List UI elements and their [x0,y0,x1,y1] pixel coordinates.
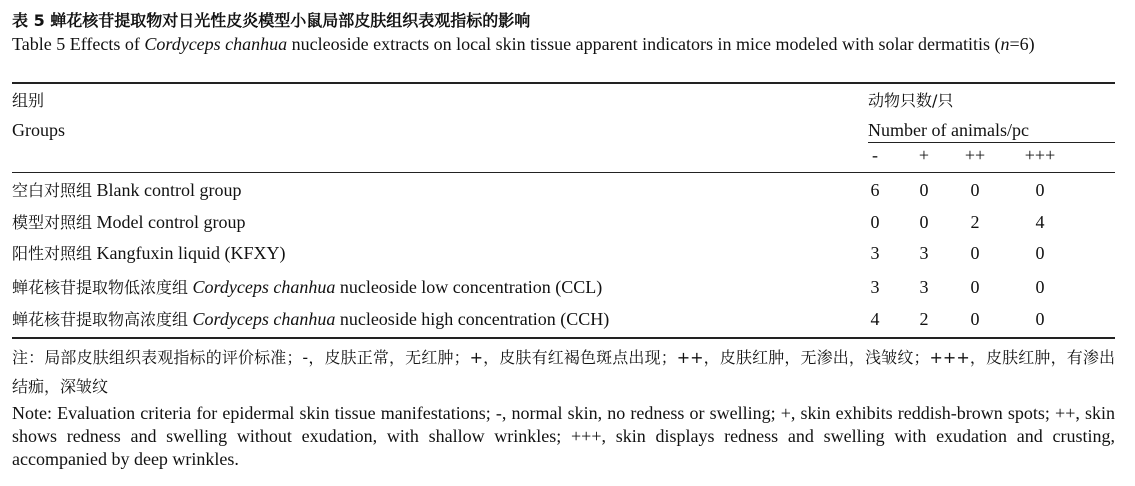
table-row-label [12,308,609,331]
table-cell: 0 [919,212,929,232]
grade-header: +++ [1024,145,1056,165]
table-caption-cn [12,8,530,31]
table-note-en: Note: Evaluation criteria for epidermal skin tissue manifestations; -, normal skin, no redness or swelling; +, skin exhibits reddish-brown spots; ++, skin shows redness and swelling without exudation, with shallow wrinkles; +++, skin displays redness and swelling with exudation and crusting, accompanied by deep wrinkles. [12,403,1115,469]
row-label-species: Cordyceps chanhua [192,277,336,297]
header-count-cn: 动物只数/只 [868,91,954,110]
row-label-cn: 模型对照组 [12,213,93,232]
table-cell: 0 [1035,180,1045,200]
table-cell: 3 [919,243,929,263]
row-label-species: Cordyceps chanhua [192,309,336,329]
grade-header: + [918,145,930,165]
table-row-label [12,242,286,265]
table-cell: 0 [970,277,980,297]
header-groups-cn: 组别 [12,91,45,110]
row-label-en: nucleoside high concentration (CCH) [339,309,610,329]
table-label-cn: 表 5 [12,11,45,30]
header-count-en: Number of animals/pc [868,120,1029,140]
row-label-en: nucleoside low concentration (CCL) [339,277,603,297]
table-row-label [12,179,242,202]
row-label-en: Blank control group [96,180,242,200]
row-label-cn: 空白对照组 [12,181,93,200]
table-cell: 4 [1035,212,1045,232]
table-cell: 0 [970,180,980,200]
header-bottom-rule [12,172,1115,173]
table-cell: 3 [919,277,929,297]
table-title-cn: 蝉花核苷提取物对日光性皮炎模型小鼠局部皮肤组织表观指标的影响 [50,11,531,30]
table-row-label [12,276,602,299]
table-cell: 0 [1035,277,1045,297]
table-row-label [12,211,246,234]
table-cell: 0 [970,243,980,263]
caption-en-n: n [1000,34,1010,54]
bottom-rule [12,337,1115,339]
table-caption-en [12,33,1115,55]
grade-header: - [872,145,878,165]
caption-en-prefix: Table 5 Effects of [12,34,145,54]
table-cell: 3 [870,243,880,263]
table-cell: 4 [870,309,880,329]
row-label-en: Model control group [96,212,246,232]
row-label-cn: 阳性对照组 [12,244,93,263]
row-label-en: Kangfuxin liquid (KFXY) [96,243,286,263]
table-cell: 2 [919,309,929,329]
caption-en-mid: nucleoside extracts on local skin tissue apparent indicators in mice modeled with solar dermatitis ( [287,34,1001,54]
grade-header: ++ [964,145,986,165]
table-cell: 3 [870,277,880,297]
table-note-cn: 注：局部皮肤组织表观指标的评价标准；-，皮肤正常，无红肿；+，皮肤有红褐色斑点出现；++，皮肤红肿，无渗出，浅皱纹；+++，皮肤红肿，有渗出结痂，深皱纹 [12,348,1115,396]
table-cell: 0 [919,180,929,200]
header-sub-rule [868,142,1115,143]
top-rule [12,82,1115,84]
caption-en-species: Cordyceps chanhua [144,34,288,54]
table-cell: 0 [870,212,880,232]
table-cell: 6 [870,180,880,200]
header-groups-en: Groups [12,120,65,140]
table-cell: 2 [970,212,980,232]
row-label-cn: 蝉花核苷提取物高浓度组 [12,310,189,329]
caption-en-suffix: =6) [1009,34,1035,54]
table-cell: 0 [970,309,980,329]
table-cell: 0 [1035,243,1045,263]
row-label-cn: 蝉花核苷提取物低浓度组 [12,278,189,297]
table-cell: 0 [1035,309,1045,329]
